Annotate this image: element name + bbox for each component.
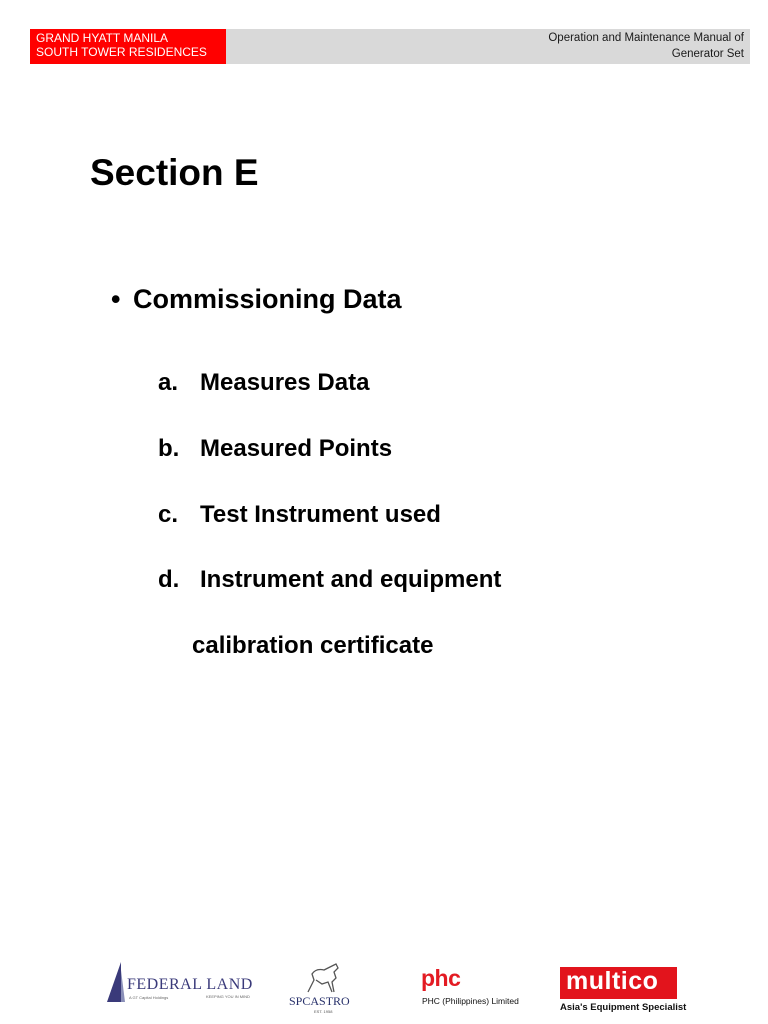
horse-icon bbox=[302, 962, 346, 994]
federal-land-logo bbox=[105, 962, 253, 1006]
federal-land-tagline2: KEEPING YOU IN MIND bbox=[206, 994, 250, 999]
list-item-letter: c. bbox=[158, 501, 179, 528]
federal-land-tagline: A GT Capital Holdings bbox=[129, 995, 169, 1000]
federal-land-name: FEDERAL LAND bbox=[127, 976, 253, 993]
list-item-d bbox=[158, 566, 501, 594]
phc-subtitle: PHC (Philippines) Limited bbox=[422, 996, 519, 1006]
bullet-text: Commissioning Data bbox=[133, 284, 402, 314]
list-item-d-continuation: calibration certificate bbox=[192, 632, 434, 659]
phc-mark: phc bbox=[421, 965, 461, 991]
list-item-text: Test Instrument used bbox=[200, 501, 441, 528]
multico-box bbox=[560, 967, 677, 999]
list-item-b bbox=[158, 435, 392, 463]
manual-title-line2: Generator Set bbox=[671, 48, 744, 60]
spcastro-logo bbox=[287, 962, 361, 1016]
spcastro-est: EST. 1958 bbox=[314, 1009, 333, 1014]
multico-name: multico bbox=[566, 967, 659, 995]
spcastro-name: SPCASTRO bbox=[289, 994, 350, 1008]
sail-icon bbox=[105, 962, 127, 1004]
list-item-letter: b. bbox=[158, 435, 180, 462]
project-name-block bbox=[30, 29, 226, 64]
bullet-item bbox=[111, 284, 402, 315]
section-title: Section E bbox=[90, 152, 259, 193]
manual-title-block bbox=[548, 29, 744, 62]
project-name-line2: SOUTH TOWER RESIDENCES bbox=[36, 45, 207, 59]
page-header bbox=[30, 29, 750, 64]
list-item-text: Instrument and equipment bbox=[200, 566, 502, 593]
bullet-icon: • bbox=[111, 284, 121, 314]
multico-tagline: Asia's Equipment Specialist bbox=[560, 1002, 687, 1013]
list-item-text: Measured Points bbox=[200, 435, 393, 462]
list-item-letter: a. bbox=[158, 369, 179, 396]
list-item-text: Measures Data bbox=[200, 369, 370, 396]
project-name-line1: GRAND HYATT MANILA bbox=[36, 31, 169, 45]
manual-title-line1: Operation and Maintenance Manual of bbox=[548, 32, 744, 44]
list-item-c bbox=[158, 501, 441, 529]
multico-logo bbox=[560, 967, 687, 1015]
phc-logo bbox=[419, 965, 529, 1009]
list-item-letter: d. bbox=[158, 566, 180, 593]
list-item-a bbox=[158, 369, 369, 397]
